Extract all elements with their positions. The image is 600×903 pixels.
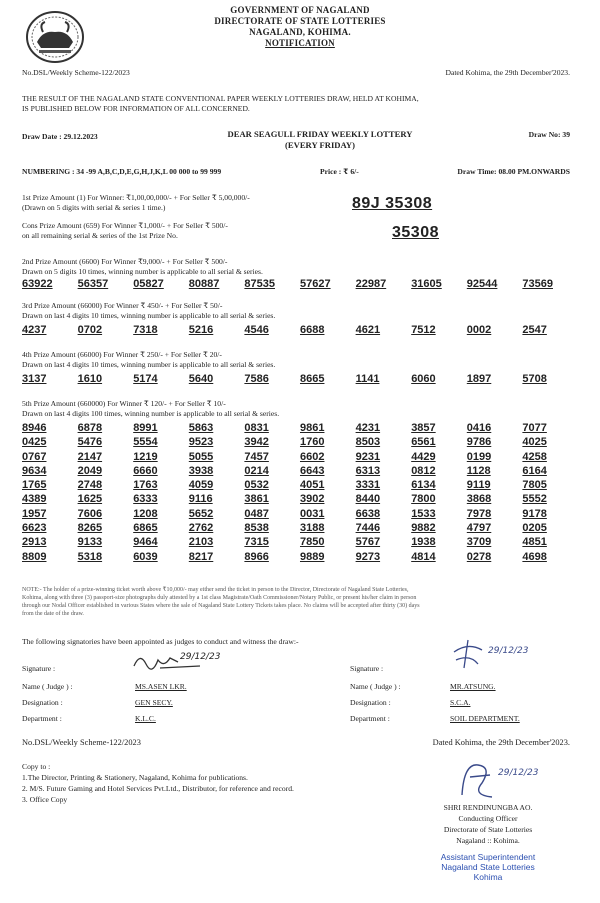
prize-number: 5652 bbox=[188, 507, 214, 520]
prize-number: 5318 bbox=[77, 550, 103, 563]
prize-number: 2147 bbox=[77, 450, 103, 463]
prize-number: 1897 bbox=[466, 373, 492, 385]
prize-number: 5708 bbox=[522, 373, 547, 385]
prize-number: 4698 bbox=[522, 550, 547, 563]
third-prize-line-2: Drawn on last 4 digits 10 times, winning number is applicable to all serial & series. bbox=[22, 311, 276, 320]
prize-number: 2049 bbox=[77, 464, 103, 477]
fifth-prize-numbers bbox=[22, 421, 578, 564]
third-prize-numbers bbox=[22, 323, 578, 337]
header-notification: NOTIFICATION bbox=[265, 38, 335, 48]
prize-number: 6602 bbox=[299, 450, 325, 463]
prize-number: 1128 bbox=[466, 464, 491, 477]
prize-number: 0487 bbox=[244, 507, 269, 520]
intro-line-2: IS PUBLISHED BELOW FOR INFORMATION OF ALL CONCERNED. bbox=[22, 104, 250, 113]
prize-number: 3868 bbox=[466, 493, 492, 506]
prize-number: 4258 bbox=[522, 450, 547, 463]
prize-number: 9523 bbox=[188, 436, 214, 449]
stamp-line-2: Nagaland State Lotteries bbox=[441, 862, 535, 872]
prize-number: 7446 bbox=[355, 522, 381, 535]
prize-number: 7512 bbox=[411, 324, 436, 336]
prize-number: 6865 bbox=[133, 522, 158, 535]
officer-title: Conducting Officer bbox=[458, 814, 518, 823]
cons-prize-line-2: on all remaining serial & series of the 1st Prize No. bbox=[22, 231, 178, 240]
prize-number: 8809 bbox=[22, 550, 47, 563]
prize-number: 5174 bbox=[133, 373, 158, 385]
intro-line-1: THE RESULT OF THE NAGALAND STATE CONVENTIONAL PAPER WEEKLY LOTTERIES DRAW, HELD AT KOHIMA, bbox=[22, 94, 419, 103]
prize-number: 1219 bbox=[133, 450, 158, 463]
prize-number: 6060 bbox=[411, 373, 436, 385]
prize-number: 31605 bbox=[411, 278, 442, 290]
prize-number: 63922 bbox=[22, 278, 53, 290]
second-prize-numbers bbox=[22, 277, 578, 291]
prize-number: 6660 bbox=[133, 464, 158, 477]
signatories-intro: The following signatories have been appointed as judges to conduct and witness the draw:- bbox=[22, 637, 299, 646]
prize-number: 8265 bbox=[77, 522, 103, 535]
prize-number: 7978 bbox=[466, 507, 492, 520]
prize-number: 2103 bbox=[188, 536, 214, 549]
prize-number: 6688 bbox=[299, 324, 325, 336]
prize-number: 0812 bbox=[411, 464, 436, 477]
prize-number: 9273 bbox=[355, 550, 381, 563]
note-line: through our Nodal Officer established in various States where the sale of Nagaland State Lottery Tickets takes place. No claims will be accepted after thirty (30) days bbox=[22, 603, 420, 609]
fourth-prize-numbers bbox=[22, 372, 578, 386]
prize-number: 1533 bbox=[411, 507, 436, 520]
left-signature-label: Signature : bbox=[22, 664, 56, 673]
prize-number: 6623 bbox=[22, 522, 47, 535]
note-line: NOTE:- The holder of a prize-winning ticket worth above ₹10,000/- may either send the ticket in person to the Director, Directorate of Nagaland State Lotteries, bbox=[22, 587, 409, 593]
prize-number: 3938 bbox=[188, 464, 214, 477]
prize-number: 4621 bbox=[355, 324, 381, 336]
prize-number: 9882 bbox=[411, 522, 436, 535]
prize-number: 6164 bbox=[522, 464, 547, 477]
prize-number: 5640 bbox=[188, 373, 214, 385]
draw-number: Draw No: 39 bbox=[528, 130, 570, 139]
prize-number: 0532 bbox=[244, 479, 269, 492]
prize-number: 4851 bbox=[522, 536, 547, 549]
prize-number: 8538 bbox=[244, 522, 269, 535]
dated-line: Dated Kohima, the 29th December'2023. bbox=[445, 68, 570, 77]
right-signature-date: 29/12/23 bbox=[488, 646, 529, 656]
numbering-range: NUMBERING : 34 -99 A,B,C,D,E,G,H,J,K,L 00 000 to 99 999 bbox=[22, 167, 222, 176]
second-prize-line-1: 2nd Prize Amount (6600) For Winner ₹9,000/- + For Seller ₹ 500/- bbox=[22, 257, 228, 266]
prize-number: 6878 bbox=[77, 422, 103, 434]
right-judge-name: MR.ATSUNG. bbox=[450, 682, 496, 691]
reference-number-2: No.DSL/Weekly Scheme-122/2023 bbox=[22, 738, 141, 747]
draw-date: Draw Date : 29.12.2023 bbox=[22, 132, 98, 141]
note-line: Kohima, along with three (3) passport-size photographs duly attested by a 1st class Magistrate/Oath Commissioner/Notary Public, or present his/her claim in person bbox=[22, 595, 417, 601]
right-name-label: Name ( Judge ) : bbox=[350, 682, 401, 691]
left-signature-date: 29/12/23 bbox=[180, 652, 221, 662]
prize-number: 1208 bbox=[133, 507, 158, 520]
third-prize-line-1: 3rd Prize Amount (66000) For Winner ₹ 450/- + For Seller ₹ 50/- bbox=[22, 301, 223, 310]
stamp-line-3: Kohima bbox=[473, 872, 503, 882]
officer-office: Directorate of State Lotteries bbox=[443, 825, 533, 834]
left-judge-designation: GEN SECY. bbox=[135, 698, 173, 707]
right-signature-label: Signature : bbox=[350, 664, 384, 673]
prize-number: 9116 bbox=[188, 493, 213, 506]
draw-time: Draw Time: 08.00 PM.ONWARDS bbox=[457, 167, 570, 176]
prize-number: 8946 bbox=[22, 422, 47, 434]
prize-number: 57627 bbox=[299, 278, 331, 290]
prize-number: 4814 bbox=[411, 550, 436, 563]
prize-number: 4797 bbox=[466, 522, 492, 535]
copy-item-2: 2. M/S. Future Gaming and Hotel Services Pvt.Ltd., Distributor, for reference and record. bbox=[22, 784, 294, 793]
prize-number: 1938 bbox=[411, 536, 436, 549]
prize-number: 5863 bbox=[188, 422, 214, 434]
cons-prize-line-1: Cons Prize Amount (659) For Winner ₹1,000/- + For Seller ₹ 500/- bbox=[22, 221, 228, 230]
prize-number: 0416 bbox=[466, 422, 492, 434]
right-judge-signature bbox=[448, 638, 488, 677]
prize-number: 4429 bbox=[411, 450, 436, 463]
prize-number: 8440 bbox=[355, 493, 381, 506]
prize-number: 7805 bbox=[522, 479, 547, 492]
prize-number: 6039 bbox=[133, 550, 158, 563]
prize-number: 1625 bbox=[77, 493, 103, 506]
prize-number: 1141 bbox=[355, 373, 380, 385]
prize-number: 0214 bbox=[244, 464, 269, 477]
prize-number: 05827 bbox=[133, 278, 164, 290]
prize-number: 0425 bbox=[22, 436, 47, 449]
prize-number: 5216 bbox=[188, 324, 214, 336]
prize-number: 8217 bbox=[188, 550, 214, 563]
prize-number: 3942 bbox=[244, 436, 269, 449]
prize-number: 1763 bbox=[133, 479, 158, 492]
prize-number: 6313 bbox=[355, 464, 381, 477]
prize-number: 1765 bbox=[22, 479, 47, 492]
prize-number: 1957 bbox=[22, 507, 47, 520]
prize-number: 2547 bbox=[522, 324, 547, 336]
prize-number: 3861 bbox=[244, 493, 269, 506]
prize-number: 7586 bbox=[244, 373, 269, 385]
prize-number: 6333 bbox=[133, 493, 158, 506]
prize-number: 4059 bbox=[188, 479, 214, 492]
first-prize-line-1: 1st Prize Amount (1) For Winner: ₹1,00,00,000/- + For Seller ₹ 5,00,000/- bbox=[22, 193, 250, 202]
fifth-prize-line-1: 5th Prize Amount (660000) For Winner ₹ 120/- + For Seller ₹ 10/- bbox=[22, 399, 226, 408]
left-designation-label: Designation : bbox=[22, 698, 63, 707]
prize-number: 22987 bbox=[355, 278, 387, 290]
prize-number: 7077 bbox=[522, 422, 547, 434]
prize-number: 5476 bbox=[77, 436, 103, 449]
officer-place: Nagaland :: Kohima. bbox=[456, 836, 520, 845]
right-department-label: Department : bbox=[350, 714, 390, 723]
ticket-price: Price : ₹ 6/- bbox=[320, 167, 359, 176]
prize-number: 6134 bbox=[411, 479, 436, 492]
prize-number: 6638 bbox=[355, 507, 381, 520]
prize-number: 0199 bbox=[466, 450, 492, 463]
lottery-frequency: (EVERY FRIDAY) bbox=[285, 140, 355, 150]
fourth-prize-line-1: 4th Prize Amount (66000) For Winner ₹ 250/- + For Seller ₹ 20/- bbox=[22, 350, 222, 359]
prize-number: 4546 bbox=[244, 324, 269, 336]
stamp-line-1: Assistant Superintendent bbox=[440, 852, 536, 862]
header-line-3: NAGALAND, KOHIMA. bbox=[249, 27, 351, 37]
officer-signature bbox=[452, 755, 502, 810]
left-judge-name: MS.ASEN LKR. bbox=[135, 682, 187, 691]
copy-item-1: 1.The Director, Printing & Stationery, Nagaland, Kohima for publications. bbox=[22, 773, 248, 782]
prize-number: 7318 bbox=[133, 324, 158, 336]
prize-number: 7315 bbox=[244, 536, 269, 549]
prize-number: 5554 bbox=[133, 436, 158, 449]
prize-number: 0278 bbox=[466, 550, 492, 563]
second-prize-line-2: Drawn on 5 digits 10 times, winning number is applicable to all serial & series. bbox=[22, 267, 263, 276]
prize-number: 8665 bbox=[299, 373, 325, 385]
fifth-prize-line-2: Drawn on last 4 digits 100 times, winning number is applicable to all serial & series. bbox=[22, 409, 280, 418]
prize-number: 80887 bbox=[188, 278, 220, 290]
prize-number: 0031 bbox=[299, 507, 325, 520]
note-block bbox=[22, 586, 582, 618]
dated-line-2: Dated Kohima, the 29th December'2023. bbox=[432, 738, 570, 747]
prize-number: 9889 bbox=[299, 550, 325, 563]
prize-number: 2913 bbox=[22, 536, 47, 549]
right-designation-label: Designation : bbox=[350, 698, 391, 707]
prize-number: 7800 bbox=[411, 493, 436, 506]
prize-number: 6643 bbox=[299, 464, 325, 477]
prize-number: 9861 bbox=[299, 422, 325, 434]
left-judge-department: K.L.C. bbox=[135, 714, 156, 723]
prize-number: 9231 bbox=[355, 450, 381, 463]
prize-number: 4389 bbox=[22, 493, 47, 506]
officer-signature-date: 29/12/23 bbox=[498, 768, 539, 778]
officer-name: SHRI RENDINUNGBA AO. bbox=[443, 803, 533, 812]
prize-number: 9786 bbox=[466, 436, 492, 449]
prize-number: 56357 bbox=[77, 278, 109, 290]
prize-number: 92544 bbox=[466, 278, 498, 290]
prize-number: 0831 bbox=[244, 422, 269, 434]
copy-to-label: Copy to : bbox=[22, 762, 51, 771]
prize-number: 2748 bbox=[77, 479, 103, 492]
left-name-label: Name ( Judge ) : bbox=[22, 682, 73, 691]
copy-item-3: 3. Office Copy bbox=[22, 795, 68, 804]
prize-number: 0205 bbox=[522, 522, 547, 535]
prize-number: 6561 bbox=[411, 436, 436, 449]
prize-number: 7457 bbox=[244, 450, 269, 463]
prize-number: 2762 bbox=[188, 522, 214, 535]
prize-number: 4051 bbox=[299, 479, 325, 492]
prize-number: 8991 bbox=[133, 422, 158, 434]
prize-number: 8966 bbox=[244, 550, 269, 563]
prize-number: 5767 bbox=[355, 536, 381, 549]
prize-number: 4231 bbox=[355, 422, 381, 434]
prize-number: 3331 bbox=[355, 479, 381, 492]
prize-number: 0002 bbox=[466, 324, 492, 336]
prize-number: 4025 bbox=[522, 436, 547, 449]
prize-number: 9133 bbox=[77, 536, 103, 549]
prize-number: 9634 bbox=[22, 464, 47, 477]
first-prize-line-2: (Drawn on 5 digits with serial & series 1 time.) bbox=[22, 203, 166, 212]
left-department-label: Department : bbox=[22, 714, 62, 723]
prize-number: 7850 bbox=[299, 536, 325, 549]
lottery-name: DEAR SEAGULL FRIDAY WEEKLY LOTTERY bbox=[227, 129, 413, 139]
fourth-prize-line-2: Drawn on last 4 digits 10 times, winning number is applicable to all serial & series. bbox=[22, 360, 276, 369]
official-stamp bbox=[408, 852, 568, 882]
prize-number: 0702 bbox=[77, 324, 103, 336]
prize-number: 4237 bbox=[22, 324, 47, 336]
prize-number: 3188 bbox=[299, 522, 325, 535]
cons-prize-number: 35308 bbox=[392, 224, 439, 241]
prize-number: 3857 bbox=[411, 422, 436, 434]
header-line-2: DIRECTORATE OF STATE LOTTERIES bbox=[214, 16, 386, 26]
prize-number: 1760 bbox=[299, 436, 325, 449]
prize-number: 9464 bbox=[133, 536, 158, 549]
note-line: from the date of the draw. bbox=[22, 611, 84, 617]
prize-number: 8503 bbox=[355, 436, 381, 449]
prize-number: 3137 bbox=[22, 373, 47, 385]
prize-number: 9119 bbox=[466, 479, 491, 492]
prize-number: 5055 bbox=[188, 450, 214, 463]
prize-number: 1610 bbox=[77, 373, 103, 385]
header-line-1: GOVERNMENT OF NAGALAND bbox=[230, 5, 370, 15]
right-judge-designation: S.C.A. bbox=[450, 698, 471, 707]
prize-number: 3709 bbox=[466, 536, 492, 549]
prize-number: 7606 bbox=[77, 507, 103, 520]
prize-number: 3902 bbox=[299, 493, 325, 506]
prize-number: 73569 bbox=[522, 278, 553, 290]
prize-number: 9178 bbox=[522, 507, 547, 520]
prize-number: 87535 bbox=[244, 278, 275, 290]
first-prize-number: 89J 35308 bbox=[352, 195, 433, 212]
right-judge-department: SOIL DEPARTMENT. bbox=[450, 714, 520, 723]
reference-number: No.DSL/Weekly Scheme-122/2023 bbox=[22, 68, 130, 77]
prize-number: 5552 bbox=[522, 493, 547, 506]
prize-number: 0767 bbox=[22, 450, 47, 463]
